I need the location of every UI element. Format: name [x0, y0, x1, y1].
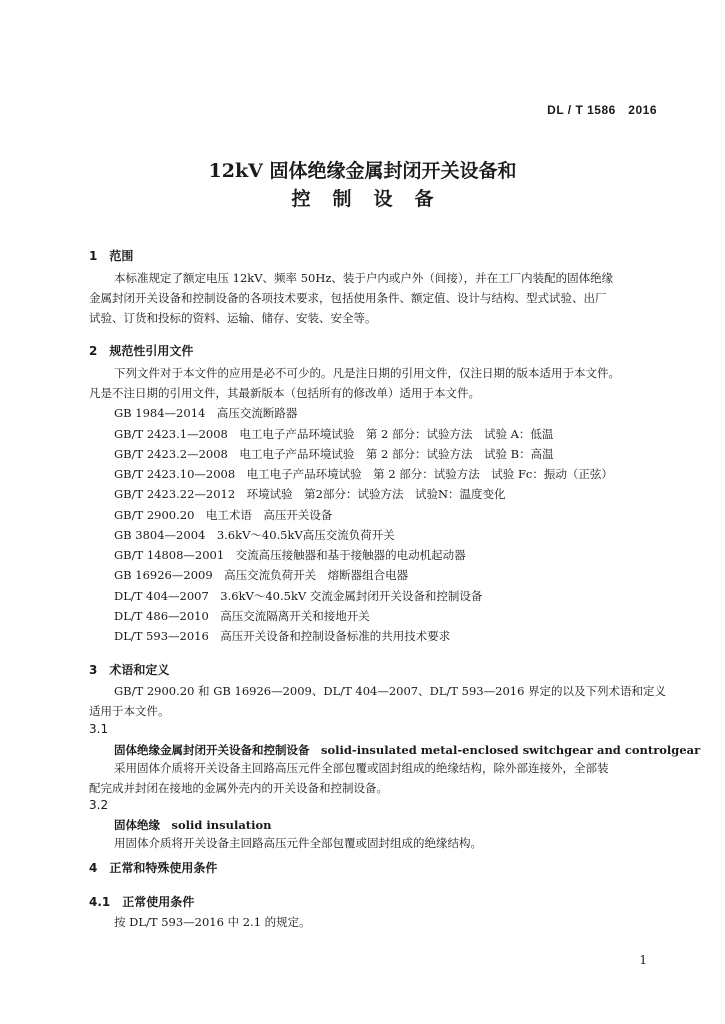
- paragraph-line: 本标准规定了额定电压 12kV、频率 50Hz、装于户内或户外（间接），并在工厂内装配的固体绝缘: [114, 271, 614, 285]
- reference-item: GB 1984—2014 高压交流断路器: [114, 406, 298, 420]
- term-number-3-1: 3.1: [89, 722, 109, 736]
- reference-item: GB 3804—2004 3.6kV～40.5kV高压交流负荷开关: [114, 528, 395, 542]
- section-3-heading: 3 术语和定义: [89, 663, 170, 677]
- reference-item: GB/T 2423.1—2008 电工电子产品环境试验 第 2 部分：试验方法 试验 A：低温: [114, 427, 554, 441]
- document-title-line-2: 控制设备: [291, 188, 456, 210]
- reference-item: GB/T 2423.2—2008 电工电子产品环境试验 第 2 部分：试验方法 试验 B：高温: [114, 447, 554, 461]
- paragraph-line: 采用固体介质将开关设备主回路高压元件全部包覆或固封组成的绝缘结构，除外部连接外，全部装: [114, 761, 609, 775]
- section-1-heading: 1 范围: [89, 249, 134, 263]
- section-4-heading: 4 正常和特殊使用条件: [89, 861, 218, 875]
- paragraph-line: GB/T 2900.20 和 GB 16926—2009、DL/T 404—2007、DL/T 593—2016 界定的以及下列术语和定义: [114, 684, 667, 698]
- paragraph-line: 试验、订货和投标的资料、运输、储存、安装、安全等。: [89, 311, 377, 325]
- paragraph-line: 配完成并封闭在接地的金属外壳内的开关设备和控制设备。: [89, 781, 388, 795]
- reference-item: DL/T 486—2010 高压交流隔离开关和接地开关: [114, 609, 370, 623]
- section-2-heading: 2 规范性引用文件: [89, 344, 194, 358]
- page-number: 1: [639, 953, 647, 967]
- reference-item: GB/T 2900.20 电工术语 高压开关设备: [114, 508, 333, 522]
- paragraph-line: 用固体介质将开关设备主回路高压元件全部包覆或固封组成的绝缘结构。: [114, 836, 482, 850]
- reference-item: GB 16926—2009 高压交流负荷开关 熔断器组合电器: [114, 568, 409, 582]
- reference-item: DL/T 593—2016 高压开关设备和控制设备标准的共用技术要求: [114, 629, 451, 643]
- term-3-2: 固体绝缘 solid insulation: [114, 818, 272, 832]
- term-3-1: 固体绝缘金属封闭开关设备和控制设备 solid-insulated metal-enclosed switchgear and controlgear: [114, 743, 701, 757]
- paragraph-line: 金属封闭开关设备和控制设备的各项技术要求，包括使用条件、额定值、设计与结构、型式试验、出厂: [89, 291, 607, 305]
- reference-item: GB/T 2423.10—2008 电工电子产品环境试验 第 2 部分：试验方法 试验 Fc：振动（正弦）: [114, 467, 613, 481]
- reference-item: GB/T 14808—2001 交流高压接触器和基于接触器的电动机起动器: [114, 548, 466, 562]
- reference-item: DL/T 404—2007 3.6kV～40.5kV 交流金属封闭开关设备和控制设备: [114, 589, 483, 603]
- section-4-1-heading: 4.1 正常使用条件: [89, 895, 195, 909]
- standard-number: DL / T 1586 2016: [547, 103, 657, 117]
- document-title-line-1: 12kV 固体绝缘金属封闭开关设备和: [208, 160, 517, 182]
- paragraph-line: 适用于本文件。: [89, 704, 170, 718]
- term-number-3-2: 3.2: [89, 798, 109, 812]
- paragraph-line: 下列文件对于本文件的应用是必不可少的。凡是注日期的引用文件，仅注日期的版本适用于本文件。: [114, 366, 620, 380]
- paragraph-line: 按 DL/T 593—2016 中 2.1 的规定。: [114, 915, 311, 929]
- paragraph-line: 凡是不注日期的引用文件，其最新版本（包括所有的修改单）适用于本文件。: [89, 386, 480, 400]
- reference-item: GB/T 2423.22—2012 环境试验 第2部分：试验方法 试验N：温度变化: [114, 487, 506, 501]
